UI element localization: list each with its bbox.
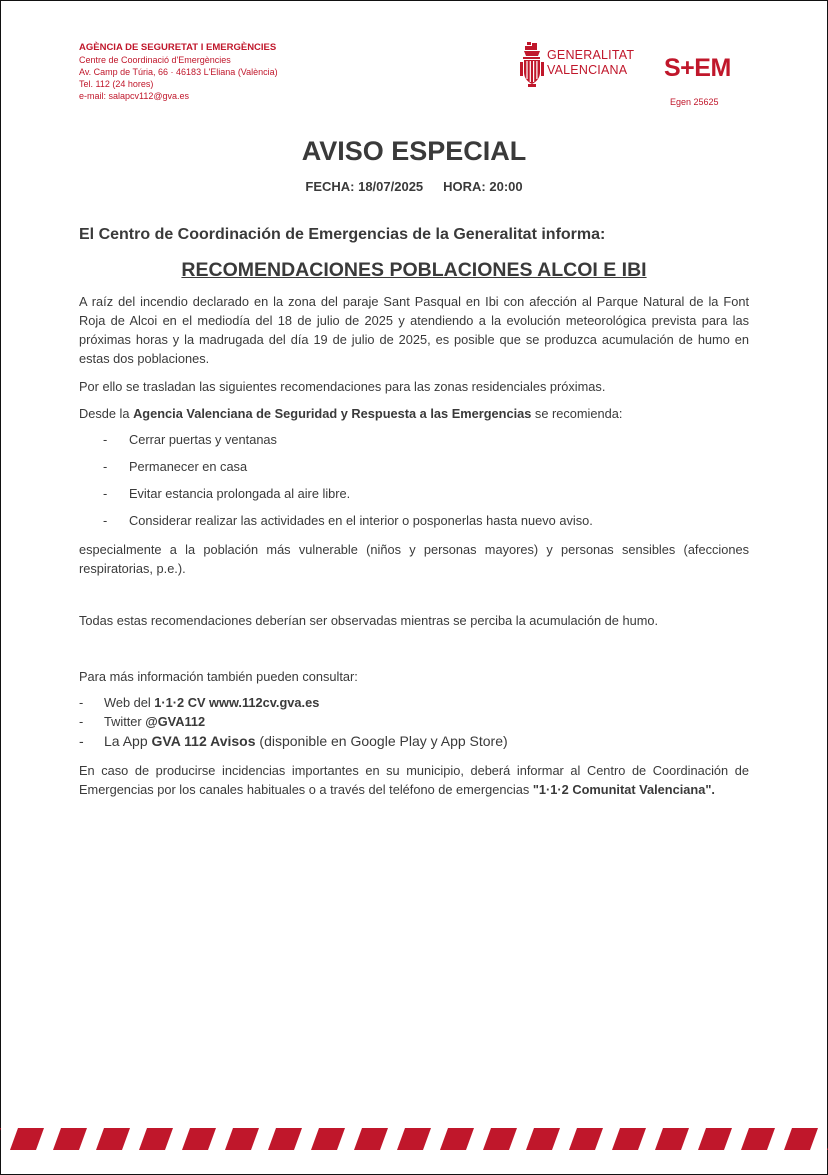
stripe-segment — [483, 1128, 517, 1150]
list-item — [79, 712, 508, 731]
agency-recommends-paragraph — [79, 404, 749, 423]
stripe-segment — [698, 1128, 732, 1150]
stripe-segment — [569, 1128, 603, 1150]
incidents-paragraph — [79, 761, 749, 799]
stripe-segment — [139, 1128, 173, 1150]
stripe-segment — [354, 1128, 388, 1150]
twitter-link[interactable]: @GVA112 — [145, 714, 206, 729]
list-item — [103, 457, 593, 484]
generalitat-logo — [520, 42, 645, 90]
app-suffix: (disponible en Google Play y App Store) — [255, 733, 508, 749]
twitter-prefix: Twitter — [104, 714, 146, 729]
info-links-list — [79, 693, 508, 752]
list-item — [103, 430, 593, 457]
generalitat-line1: GENERALITAT — [547, 48, 635, 62]
egen-reference: Egen 25625 — [670, 97, 719, 107]
page-title: AVISO ESPECIAL — [301, 136, 527, 166]
recommendation-text: Permanecer en casa — [129, 459, 248, 474]
time-text: HORA: 20:00 — [443, 179, 523, 194]
agency-name: AGÈNCIA DE SEGURETAT I EMERGÈNCIES — [79, 42, 277, 53]
app-prefix: La App — [104, 733, 152, 749]
agency-phone: Tel. 112 (24 hores) — [79, 79, 154, 89]
vulnerable-paragraph: especialmente a la población más vulnerable (niños y personas mayores) y personas sensibles (afecciones respiratorias, p.e.). — [79, 542, 749, 576]
web-prefix: Web del — [104, 695, 155, 710]
recommendation-text: Cerrar puertas y ventanas — [129, 432, 277, 447]
list-dash: - — [103, 432, 108, 447]
list-dash: - — [79, 695, 84, 710]
intro-paragraph: A raíz del incendio declarado en la zona del paraje Sant Pasqual en Ibi con afección al Parque Natural de la Font Roja de Alcoi en el mediodía del 18 de julio de 2025 y atendiendo a la evolución meteorológica prevista para las próximas horas y la madrugada del día 19 de julio de 2025, es posible que se produzca acumulación de humo en estas dos poblaciones. — [79, 294, 749, 366]
p3-before: Desde la — [79, 406, 134, 421]
stripe-segment — [397, 1128, 431, 1150]
stripe-segment — [268, 1128, 302, 1150]
stripe-segment — [311, 1128, 345, 1150]
generalitat-line2: VALENCIANA — [547, 63, 628, 77]
footer-stripes — [0, 1128, 828, 1150]
p3-after: se recomienda: — [531, 406, 623, 421]
observe-paragraph: Todas estas recomendaciones deberían ser observadas mientras se perciba la acumulación de humo. — [79, 613, 659, 628]
recommendation-text: Evitar estancia prolongada al aire libre. — [129, 486, 351, 501]
stripe-segment — [440, 1128, 474, 1150]
list-item — [79, 731, 508, 752]
informa-heading: El Centro de Coordinación de Emergencias de la Generalitat informa: — [79, 226, 606, 243]
sem-logo: S+EM — [664, 54, 731, 82]
emergency-number: "1·1·2 Comunitat Valenciana". — [532, 782, 715, 797]
list-dash: - — [103, 486, 108, 501]
recommendations-list — [103, 430, 593, 538]
date-line — [0, 179, 828, 194]
list-dash: - — [103, 513, 108, 528]
stripe-segment — [0, 1128, 1, 1150]
agency-address: Av. Camp de Túria, 66 · 46183 L'Eliana (València) — [79, 67, 278, 77]
list-dash: - — [79, 714, 84, 729]
stripe-segment — [182, 1128, 216, 1150]
coat-of-arms-icon — [520, 42, 544, 88]
incidents-text: En caso de producirse incidencias importantes en su municipio, deberá informar al Centro de Coordinación de Emergencias por los canales habituales o a través del teléfono de emergencias — [79, 763, 749, 797]
agency-header — [79, 42, 278, 102]
list-item — [103, 511, 593, 538]
list-item — [79, 693, 508, 712]
agency-email: e-mail: salapcv112@gva.es — [79, 91, 190, 101]
stripe-segment — [784, 1128, 818, 1150]
stripe-segment — [526, 1128, 560, 1150]
stripe-segment — [53, 1128, 87, 1150]
stripe-segment — [10, 1128, 44, 1150]
web-link[interactable]: 1·1·2 CV www.112cv.gva.es — [154, 695, 320, 710]
more-info-paragraph: Para más información también pueden consultar: — [79, 669, 358, 684]
recommendation-text: Considerar realizar las actividades en el interior o posponerlas hasta nuevo aviso. — [129, 513, 593, 528]
stripe-segment — [225, 1128, 259, 1150]
list-dash: - — [103, 459, 108, 474]
agency-bold: Agencia Valenciana de Seguridad y Respuesta a las Emergencias — [133, 406, 532, 421]
transfer-paragraph: Por ello se trasladan las siguientes recomendaciones para las zonas residenciales próximas. — [79, 379, 606, 394]
date-text: FECHA: 18/07/2025 — [305, 179, 424, 194]
generalitat-wordmark — [547, 48, 634, 78]
app-name: GVA 112 Avisos — [151, 733, 256, 749]
list-item — [103, 484, 593, 511]
recommendations-title: RECOMENDACIONES POBLACIONES ALCOI E IBI — [181, 259, 647, 281]
stripe-segment — [741, 1128, 775, 1150]
stripe-segment — [655, 1128, 689, 1150]
center-name: Centre de Coordinació d'Emergències — [79, 55, 231, 65]
list-dash: - — [79, 733, 84, 749]
stripe-segment — [96, 1128, 130, 1150]
stripe-segment — [612, 1128, 646, 1150]
